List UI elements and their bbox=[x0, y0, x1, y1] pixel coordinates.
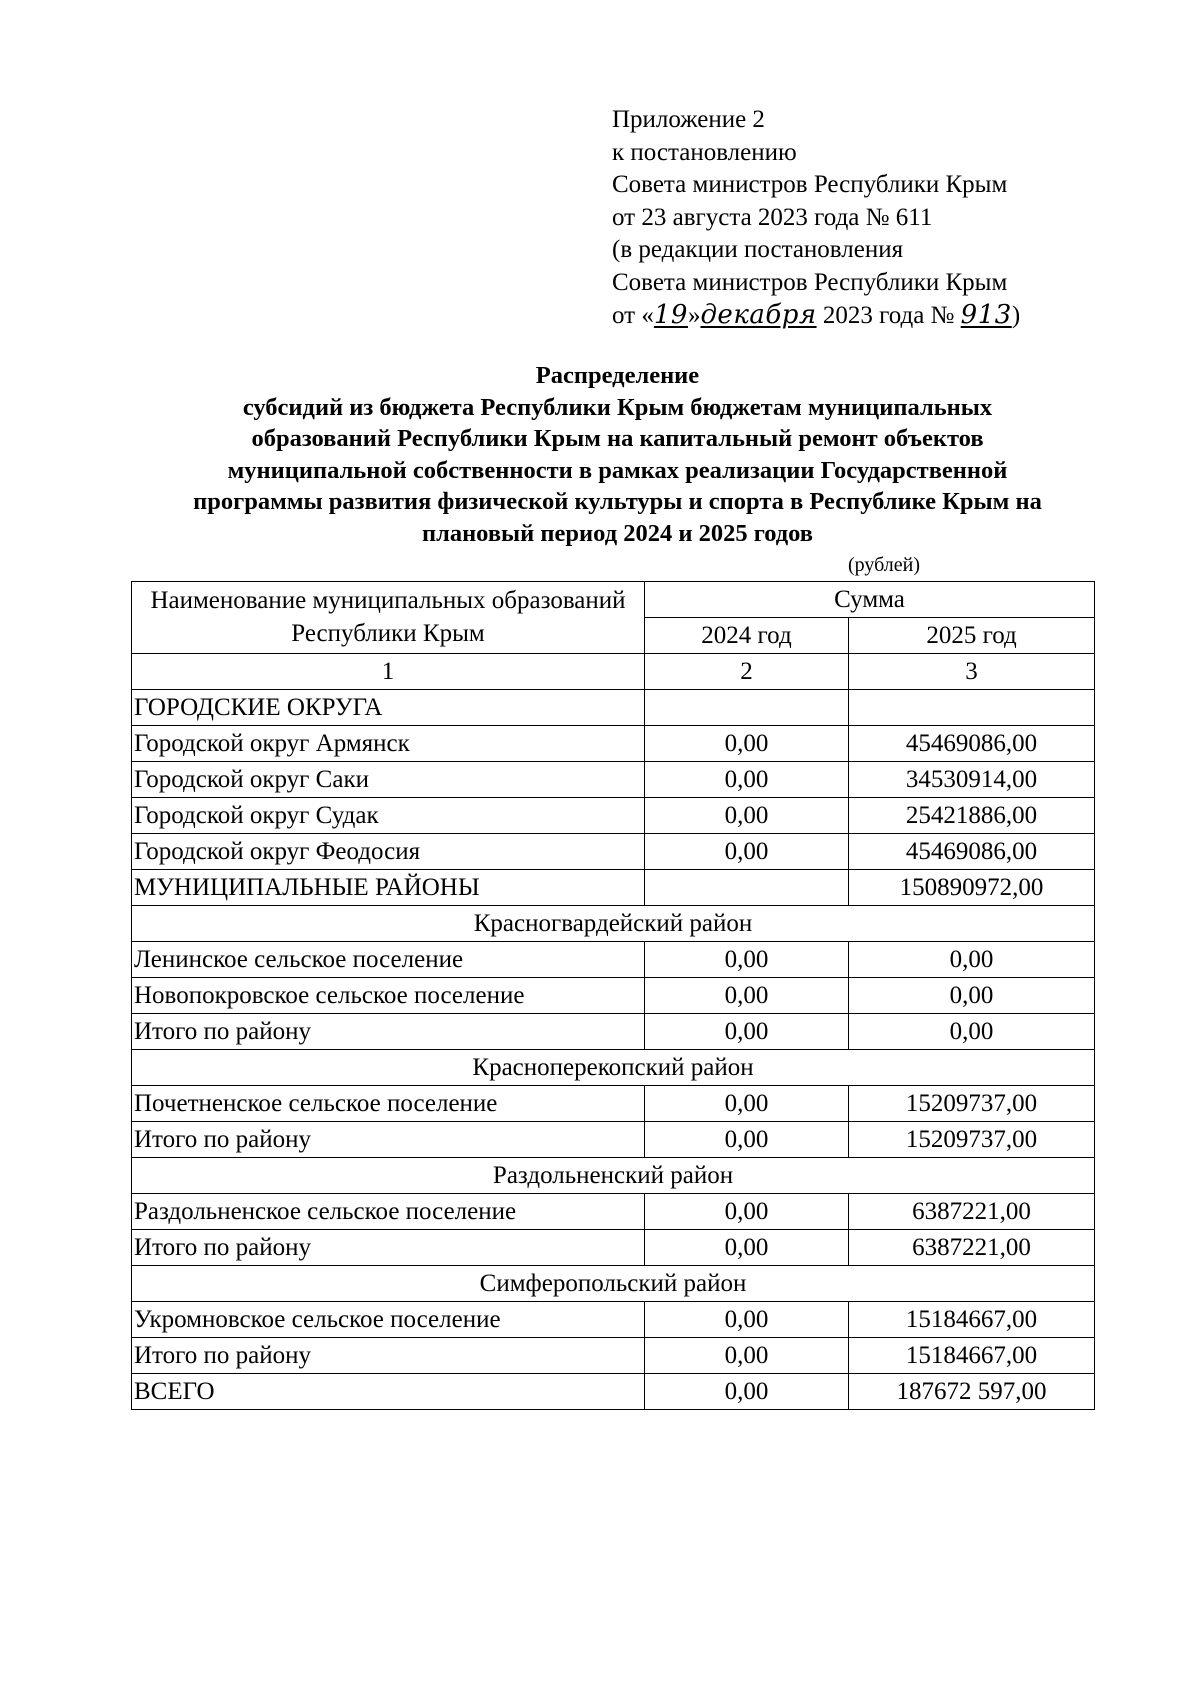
row-value-2024: 0,00 bbox=[645, 978, 849, 1014]
title-heading: Распределение bbox=[535, 362, 700, 389]
row-value-2024: 0,00 bbox=[645, 798, 849, 834]
row-name: МУНИЦИПАЛЬНЫЕ РАЙОНЫ bbox=[132, 870, 645, 906]
district-row bbox=[132, 1050, 1095, 1086]
row-name: Итого по району bbox=[132, 1014, 645, 1050]
row-name: Городской округ Армянск bbox=[132, 726, 645, 762]
row-name: Почетненское сельское поселение bbox=[132, 1086, 645, 1122]
row-value-2024: 0,00 bbox=[645, 1014, 849, 1050]
date-suffix: ) bbox=[1011, 302, 1021, 329]
title-line: муниципальной собственности в рамках реализации Государственной bbox=[227, 456, 1008, 484]
column-number-1: 1 bbox=[132, 654, 645, 690]
row-value-2025: 0,00 bbox=[849, 978, 1095, 1014]
table-row bbox=[132, 798, 1095, 834]
appendix-line: Приложение 2 bbox=[612, 106, 765, 133]
row-value-2024: 0,00 bbox=[645, 1374, 849, 1410]
table-row bbox=[132, 726, 1095, 762]
table-row bbox=[132, 942, 1095, 978]
row-name: Городской округ Феодосия bbox=[132, 834, 645, 870]
row-value-2025: 25421886,00 bbox=[849, 798, 1095, 834]
appendix-block bbox=[612, 104, 1020, 332]
table-row bbox=[132, 978, 1095, 1014]
table-row bbox=[132, 1122, 1095, 1158]
table-row bbox=[132, 1194, 1095, 1230]
district-row bbox=[132, 906, 1095, 942]
row-value-2024: 0,00 bbox=[645, 1086, 849, 1122]
table-row bbox=[132, 690, 1095, 726]
row-value-2024: 0,00 bbox=[645, 1122, 849, 1158]
row-value-2025: 150890972,00 bbox=[849, 870, 1095, 906]
appendix-line: к постановлению bbox=[612, 138, 797, 166]
title-line: плановый период 2024 и 2025 годов bbox=[421, 519, 814, 547]
row-name: Укромновское сельское поселение bbox=[132, 1302, 645, 1338]
row-name: Итого по району bbox=[132, 1338, 645, 1374]
row-value-2025: 6387221,00 bbox=[849, 1230, 1095, 1266]
row-value-2024: 0,00 bbox=[645, 1194, 849, 1230]
appendix-line: Совета министров Республики Крым bbox=[612, 268, 1008, 296]
row-value-2024: 0,00 bbox=[645, 762, 849, 798]
title-line: программы развития физической культуры и спорта в Республике Крым на bbox=[193, 488, 1042, 515]
row-value-2025: 45469086,00 bbox=[849, 726, 1095, 762]
row-value-2025: 45469086,00 bbox=[849, 834, 1095, 870]
table-row bbox=[132, 1230, 1095, 1266]
table-row bbox=[132, 1302, 1095, 1338]
table-row bbox=[132, 834, 1095, 870]
row-value-2025: 6387221,00 bbox=[849, 1194, 1095, 1230]
distribution-table bbox=[131, 581, 1095, 1410]
appendix-date-line bbox=[612, 299, 1020, 332]
date-prefix: от « bbox=[612, 302, 654, 329]
row-value-2025: 15184667,00 bbox=[849, 1302, 1095, 1338]
table-row bbox=[132, 1014, 1095, 1050]
appendix-line: от 23 августа 2023 года № 611 bbox=[612, 203, 933, 231]
title-line: субсидий из бюджета Республики Крым бюджетам муниципальных bbox=[242, 393, 993, 421]
handwritten-day: 19 bbox=[653, 300, 688, 330]
district-name: Раздольненский район bbox=[132, 1158, 1095, 1194]
row-value-2025: 0,00 bbox=[849, 942, 1095, 978]
row-name: Итого по району bbox=[132, 1230, 645, 1266]
district-name: Красногвардейский район bbox=[132, 906, 1095, 942]
row-name: ГОРОДСКИЕ ОКРУГА bbox=[132, 690, 645, 726]
row-value-2025: 34530914,00 bbox=[849, 762, 1095, 798]
row-value-2024: 0,00 bbox=[645, 1338, 849, 1374]
row-name: Раздольненское сельское поселение bbox=[132, 1194, 645, 1230]
row-value-2024: 0,00 bbox=[645, 1230, 849, 1266]
header-year-2024: 2024 год bbox=[645, 618, 849, 654]
document-title bbox=[110, 360, 1125, 549]
date-quote-close: » bbox=[687, 302, 701, 329]
row-value-2025: 187672 597,00 bbox=[849, 1374, 1095, 1410]
row-value-2024: 0,00 bbox=[645, 726, 849, 762]
column-number-2: 2 bbox=[645, 654, 849, 690]
appendix-line: (в редакции постановления bbox=[612, 236, 904, 263]
row-value-2024 bbox=[645, 870, 849, 906]
header-year-2025: 2025 год bbox=[849, 618, 1095, 654]
units-label: (рублей) bbox=[848, 554, 921, 576]
date-year: 2023 года № bbox=[816, 302, 961, 329]
district-name: Красноперекопский район bbox=[132, 1050, 1095, 1086]
row-name: Городской округ Саки bbox=[132, 762, 645, 798]
header-sum: Сумма bbox=[645, 582, 1095, 618]
table-row bbox=[132, 1374, 1095, 1410]
table-header-row bbox=[132, 582, 1095, 618]
district-row bbox=[132, 1158, 1095, 1194]
row-value-2025: 0,00 bbox=[849, 1014, 1095, 1050]
table-row bbox=[132, 1338, 1095, 1374]
table-row bbox=[132, 762, 1095, 798]
row-name: Ленинское сельское поселение bbox=[132, 942, 645, 978]
table-row bbox=[132, 1086, 1095, 1122]
row-name: Новопокровское сельское поселение bbox=[132, 978, 645, 1014]
district-row bbox=[132, 1266, 1095, 1302]
handwritten-month: декабря bbox=[700, 300, 817, 330]
row-value-2024: 0,00 bbox=[645, 834, 849, 870]
row-value-2025: 15209737,00 bbox=[849, 1086, 1095, 1122]
row-value-2025: 15184667,00 bbox=[849, 1338, 1095, 1374]
table-row bbox=[132, 870, 1095, 906]
table-column-numbers-row bbox=[132, 654, 1095, 690]
row-name: Городской округ Судак bbox=[132, 798, 645, 834]
row-value-2024: 0,00 bbox=[645, 1302, 849, 1338]
handwritten-number: 913 bbox=[960, 300, 1012, 330]
district-name: Симферопольский район bbox=[132, 1266, 1095, 1302]
row-name: Итого по району bbox=[132, 1122, 645, 1158]
row-name: ВСЕГО bbox=[132, 1374, 645, 1410]
row-value-2025: 15209737,00 bbox=[849, 1122, 1095, 1158]
appendix-line: Совета министров Республики Крым bbox=[612, 171, 1008, 198]
column-number-3: 3 bbox=[849, 654, 1095, 690]
row-value-2025 bbox=[849, 690, 1095, 726]
title-line: образований Республики Крым на капитальный ремонт объектов bbox=[251, 425, 984, 452]
row-value-2024 bbox=[645, 690, 849, 726]
row-value-2024: 0,00 bbox=[645, 942, 849, 978]
header-name-column: Наименование муниципальных образований Республики Крым bbox=[132, 582, 645, 654]
